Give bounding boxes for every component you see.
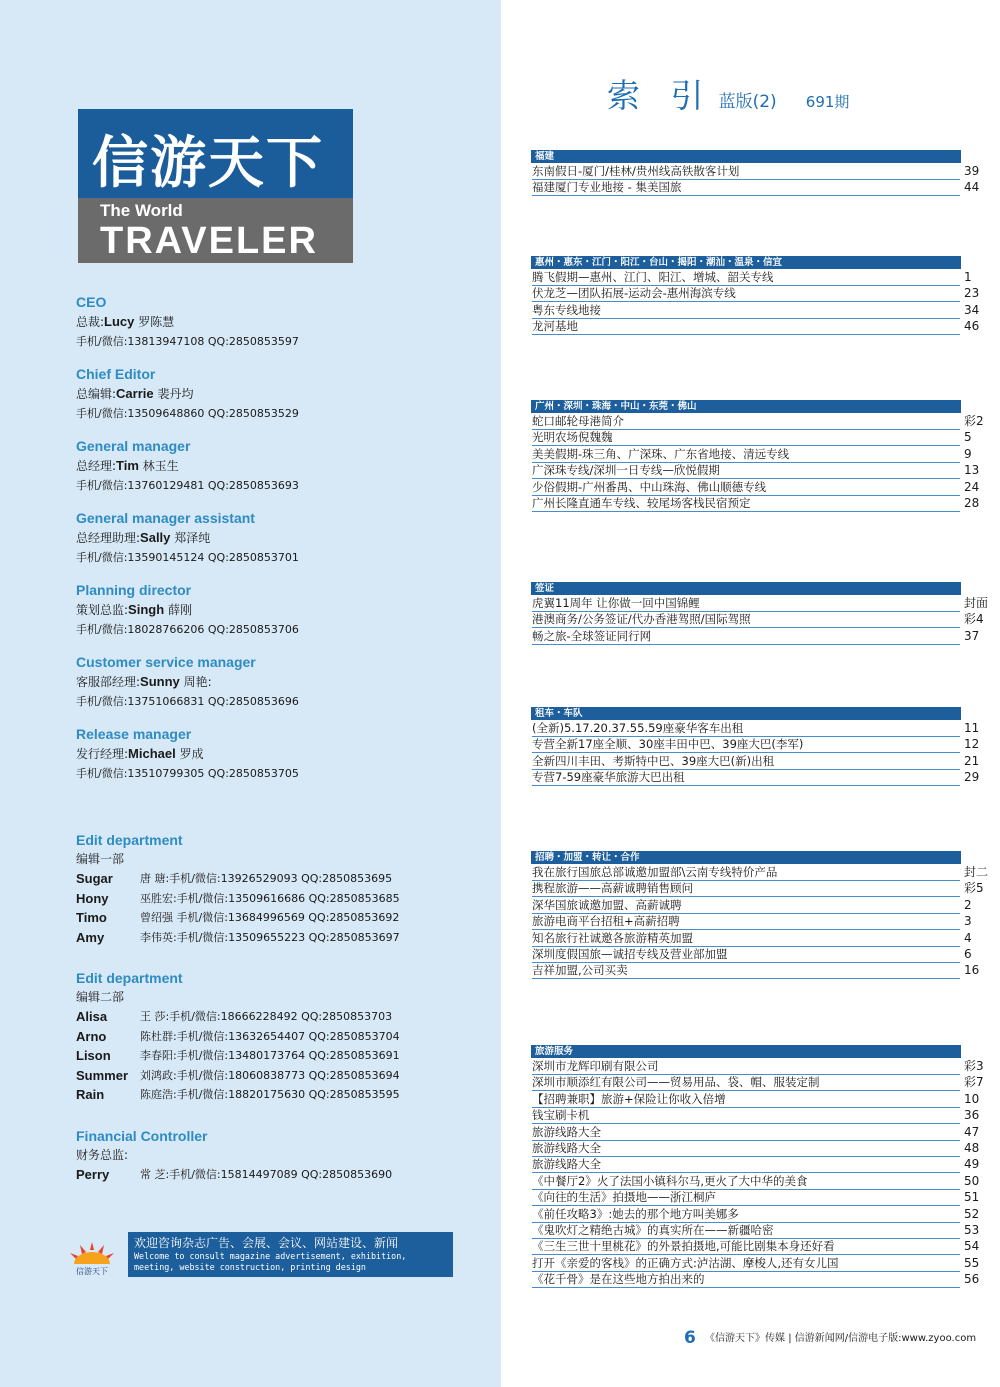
entry-page: 36 [964,1108,980,1123]
role-name [76,384,486,404]
entry-page: 6 [964,946,972,961]
edit1-title: Edit department [76,832,183,848]
logo-chinese: 信游天下 [78,109,353,198]
member-row [76,928,496,948]
role-label: 总裁: [76,315,105,329]
role-contact: 手机/微信:18028766206 QQ:2850853706 [76,623,299,636]
entry-title: 携程旅游——高薪诚聘销售顾问 [532,880,960,897]
role-chinese-name: 罗成 [179,747,204,761]
index-entry [531,495,991,511]
index-entry [531,930,991,946]
entry-page: 46 [964,319,980,334]
index-entry [531,880,991,896]
role-english-name: Singh [128,602,165,617]
entry-page: 23 [964,286,980,301]
entry-title: 少俗假期-广州番禺、中山珠海、佛山顺德专线 [532,479,960,496]
entry-page: 47 [964,1124,980,1139]
member-info: 李伟英:手机/微信:13509655223 QQ:2850853697 [140,930,400,944]
entry-title: 《鬼吹灯之精绝古城》的真实所在——新疆哈密 [532,1222,960,1239]
member-row [76,908,496,928]
financial-controller [76,1127,496,1185]
entry-page: 12 [964,737,980,752]
page-number: 6 [684,1328,696,1348]
staff-role [76,365,486,423]
entry-title: 旅游线路大全 [532,1140,960,1157]
entry-title: 全新四川丰田、考斯特中巴、39座大巴(新)出租 [532,753,960,770]
edit-department-1 [76,831,496,947]
edition-label: 蓝版(2) [718,92,777,112]
role-label: 总经理: [76,459,117,473]
magazine-logo [78,109,353,263]
index-entry [531,1222,991,1238]
member-info: 常 芝:手机/微信:15814497089 QQ:2850853690 [140,1168,393,1181]
finance-title: Financial Controller [76,1128,208,1144]
entry-title: 旅游电商平台招租+高薪招聘 [532,913,960,930]
section-header: 广州・深圳・珠海・中山・东莞・佛山 [531,400,961,413]
entry-page: 44 [964,180,980,195]
member-info: 李春阳:手机/微信:13480173764 QQ:2850853691 [140,1049,400,1062]
entry-page: 37 [964,628,980,643]
entry-title: 深圳市顺添红有限公司——贸易用品、袋、帽、服装定制 [532,1074,960,1091]
index-section [531,400,991,511]
entry-page: 5 [964,430,972,445]
staff-role [76,437,486,495]
staff-role [76,509,486,567]
entry-page: 9 [964,446,972,461]
entry-page: 28 [964,495,980,510]
index-section [531,150,991,196]
issue-number: 691期 [805,93,850,111]
entry-title: 《花千骨》是在这些地方拍出来的 [532,1271,960,1288]
index-entry [531,720,991,736]
member-english-name: Perry [76,1167,110,1182]
index-entry [531,628,991,644]
role-contact: 手机/微信:13813947108 QQ:2850853597 [76,335,299,348]
entry-page: 1 [964,270,972,284]
entry-page: 55 [964,1255,980,1270]
entry-title: 专营全新17座全顺、30座丰田中巴、39座大巴(李军) [532,736,960,753]
index-entry [531,769,991,785]
logo-english-big: TRAVELER [100,220,318,262]
index-entry [531,864,991,880]
member-row [76,1046,496,1066]
role-english-name: Tim [116,458,139,473]
entry-page: 34 [964,302,980,317]
index-entry [531,1271,991,1287]
entry-page: 52 [964,1206,980,1221]
member-english-name: Summer [76,1067,129,1083]
role-title: CEO [76,294,107,310]
member-row [76,1165,496,1185]
role-english-name: Sunny [140,674,180,689]
index-entry [531,1238,991,1254]
role-contact: 手机/微信:13509648860 QQ:2850853529 [76,407,299,420]
role-chinese-name: 裴丹均 [157,387,194,401]
role-name [76,744,486,764]
role-name [76,312,486,332]
index-entry [531,285,991,301]
role-label: 策划总监: [76,603,129,617]
entry-page: 54 [964,1239,980,1254]
entry-page: 彩4 [964,612,984,627]
entry-title: 《三生三世十里桃花》的外景拍摄地,可能比剧集本身还好看 [532,1238,960,1255]
role-chinese-name: 罗陈慧 [138,315,175,329]
index-section [531,1045,991,1287]
index-entry [531,1124,991,1140]
index-section [531,582,991,644]
index-header [607,70,849,120]
logo-english-small: The World [100,201,183,220]
sun-logo-icon [56,1236,128,1276]
member-info: 王 莎:手机/微信:18666228492 QQ:2850853703 [140,1010,393,1023]
index-entry [531,1173,991,1189]
entry-title: 东南假日-厦门/桂林/贵州线高铁散客计划 [532,163,960,180]
entry-title: 知名旅行社诚邀各旅游精英加盟 [532,930,960,947]
entry-title: 【招聘兼职】旅游+保险让你收入倍增 [532,1091,960,1108]
entry-page: 4 [964,930,972,945]
entry-page: 10 [964,1091,980,1106]
index-entry [531,1091,991,1107]
role-name [76,528,486,548]
edit-department-2 [76,969,496,1105]
entry-title: 光明农场倪魏魏 [532,429,960,446]
section-header: 福建 [531,150,961,163]
member-row [76,889,496,909]
index-section [531,851,991,979]
member-english-name: Hony [76,890,109,906]
entry-title: 钱宝刷卡机 [532,1107,960,1124]
index-entry [531,1156,991,1172]
role-contact: 手机/微信:13510799305 QQ:2850853705 [76,767,299,780]
entry-title: 伏龙芝—团队拓展-运动会-惠州海滨专线 [532,285,960,302]
role-chinese-name: 林玉生 [142,459,179,473]
entry-title: 龙河基地 [532,318,960,335]
role-title: Customer service manager [76,654,256,670]
entry-title: 腾飞假期—惠州、江门、阳江、增城、韶关专线 [532,269,960,286]
index-entry [531,962,991,978]
entry-page: 39 [964,164,980,178]
index-entry [531,413,991,429]
index-section [531,256,991,335]
index-entry [531,611,991,627]
entry-page: 封面 [964,596,989,610]
banner-english-2: meeting, website construction, printing design [134,1262,366,1272]
index-entry [531,736,991,752]
index-entry [531,1074,991,1090]
index-entry [531,163,991,179]
staff-role [76,293,486,351]
staff-list [76,293,486,797]
footer-text: 《信游天下》传媒 | 信游新闻网/信游电子版:www.zyoo.com [705,1333,977,1344]
index-entry [531,302,991,318]
section-header: 签证 [531,582,961,595]
ad-banner [56,1232,454,1277]
entry-page: 3 [964,914,972,929]
role-label: 客服部经理: [76,675,141,689]
index-section [531,707,991,786]
entry-page: 彩2 [964,414,984,428]
member-english-name: Lison [76,1048,111,1063]
index-entry [531,1058,991,1074]
role-label: 总编辑: [76,387,117,401]
role-title: Planning director [76,582,192,598]
index-entry [531,946,991,962]
role-chinese-name: 郑泽纯 [174,531,211,545]
entry-page: 封二 [964,865,989,879]
entry-page: 51 [964,1190,980,1205]
entry-title: 《前任攻略3》:她去的那个地方叫美娜多 [532,1206,960,1223]
entry-page: 彩3 [964,1059,984,1073]
entry-page: 13 [964,463,980,478]
index-entry [531,1255,991,1271]
role-contact: 手机/微信:13590145124 QQ:2850853701 [76,551,299,564]
entry-page: 21 [964,753,980,768]
member-english-name: Timo [76,910,107,925]
index-entry [531,462,991,478]
entry-page: 48 [964,1140,980,1155]
role-contact: 手机/微信:13760129481 QQ:2850853693 [76,479,299,492]
index-entry [531,269,991,285]
entry-page: 53 [964,1222,980,1237]
staff-role [76,725,486,783]
role-label: 总经理助理: [76,531,141,545]
entry-title: 畅之旅-全球签证同行网 [532,628,960,645]
staff-role [76,653,486,711]
role-label: 发行经理: [76,747,129,761]
member-english-name: Arno [76,1028,107,1044]
entry-title: 广深珠专线/深圳一日专线—欣悦假期 [532,462,960,479]
role-contact: 手机/微信:13751066831 QQ:2850853696 [76,695,299,708]
member-row [76,1066,496,1086]
role-title: Chief Editor [76,366,156,382]
role-title: Release manager [76,726,192,742]
member-info: 唐 瑭:手机/微信:13926529093 QQ:2850853695 [140,872,393,885]
member-row [76,1027,496,1047]
member-row [76,1085,496,1105]
entry-page: 49 [964,1157,980,1172]
member-info: 陈杜群:手机/微信:13632654407 QQ:2850853704 [140,1029,400,1043]
role-title: General manager [76,438,191,454]
role-english-name: Lucy [104,314,135,329]
entry-title: 深圳市龙辉印刷有限公司 [532,1058,960,1075]
entry-title: 深圳度假国旅—诚招专线及营业部加盟 [532,946,960,963]
section-header: 惠州・惠东・江门・阳江・台山・揭阳・潮汕・温泉・信宜 [531,256,961,269]
entry-title: 打开《亲爱的客栈》的正确方式:泸沽湖、摩梭人,还有女儿国 [532,1255,960,1272]
entry-title: 美美假期-珠三角、广深珠、广东省地接、清远专线 [532,446,960,463]
index-entry [531,913,991,929]
entry-page: 50 [964,1173,980,1188]
entry-title: 吉祥加盟,公司买卖 [532,962,960,979]
entry-title: 《向往的生活》拍摄地——浙江桐庐 [532,1189,960,1206]
entry-page: 56 [964,1272,980,1287]
staff-role [76,581,486,639]
page-title: 索 引 [607,76,714,115]
index-entry [531,1107,991,1123]
entry-page: 16 [964,963,980,978]
index-entry [531,595,991,611]
section-header: 招聘・加盟・转让・合作 [531,851,961,864]
index-entry [531,897,991,913]
index-entry [531,479,991,495]
role-english-name: Michael [128,746,176,761]
entry-title: 粤东专线地接 [532,302,960,319]
banner-english-1: Welcome to consult magazine advertisement, exhibition, [134,1251,407,1261]
entry-title: (全新)5.17.20.37.55.59座豪华客车出租 [532,720,960,737]
entry-title: 旅游线路大全 [532,1156,960,1173]
member-english-name: Sugar [76,871,113,886]
entry-page: 24 [964,479,980,494]
banner-chinese: 欢迎咨询杂志广告、会展、会议、网站建设、新闻 [134,1236,399,1250]
member-info: 陈庭浩:手机/微信:18820175630 QQ:2850853595 [140,1088,400,1101]
index-entry [531,753,991,769]
entry-title: 福建厦门专业地接 - 集美国旅 [532,179,960,196]
role-name [76,600,486,620]
role-chinese-name: 周艳: [183,675,212,689]
role-english-name: Sally [140,530,171,545]
entry-page: 29 [964,770,980,785]
svg-text:信游天下: 信游天下 [76,1267,108,1276]
role-english-name: Carrie [116,386,154,401]
index-entry [531,1189,991,1205]
member-row [76,869,496,889]
entry-title: 港澳商务/公务签证/代办香港驾照/国际驾照 [532,611,960,628]
member-row [76,1007,496,1027]
member-info: 刘鸿政:手机/微信:18060838773 QQ:2850853694 [140,1068,400,1082]
section-header: 租车・车队 [531,707,961,720]
edit2-title: Edit department [76,970,183,986]
member-english-name: Alisa [76,1009,108,1024]
role-chinese-name: 薛刚 [167,603,192,617]
entry-title: 我在旅行国旅总部诚邀加盟部\云南专线特价产品 [532,864,960,881]
member-info: 曾绍强 手机/微信:13684996569 QQ:2850853692 [140,911,400,924]
member-english-name: Rain [76,1087,105,1102]
index-entry [531,1206,991,1222]
page-footer [684,1328,976,1348]
entry-page: 2 [964,897,972,912]
role-title: General manager assistant [76,510,255,526]
index-entry [531,429,991,445]
entry-title: 蛇口邮轮母港简介 [532,413,960,430]
entry-title: 《中餐厅2》火了法国小镇科尔马,更火了大中华的美食 [532,1173,960,1190]
member-english-name: Amy [76,929,105,945]
index-entry [531,179,991,195]
entry-title: 虎翼11周年 让你做一回中国锦鲤 [532,595,960,612]
entry-title: 旅游线路大全 [532,1124,960,1141]
entry-title: 专营7-59座豪华旅游大巴出租 [532,769,960,786]
role-name [76,672,486,692]
index-entry [531,1140,991,1156]
role-name [76,456,486,476]
entry-title: 广州长隆直通车专线、较尾场客栈民宿预定 [532,495,960,512]
member-info: 巫胜宏:手机/微信:13509616686 QQ:2850853685 [140,891,400,905]
section-header: 旅游服务 [531,1045,961,1058]
edit1-sub: 编辑一部 [76,852,125,866]
edit2-sub: 编辑二部 [76,990,125,1004]
entry-title: 深华国旅诚邀加盟、高薪诚聘 [532,897,960,914]
entry-page: 彩5 [964,881,984,896]
index-entry [531,318,991,334]
entry-page: 11 [964,721,980,735]
index-entry [531,446,991,462]
entry-page: 彩7 [964,1075,984,1090]
finance-sub: 财务总监: [76,1148,129,1162]
